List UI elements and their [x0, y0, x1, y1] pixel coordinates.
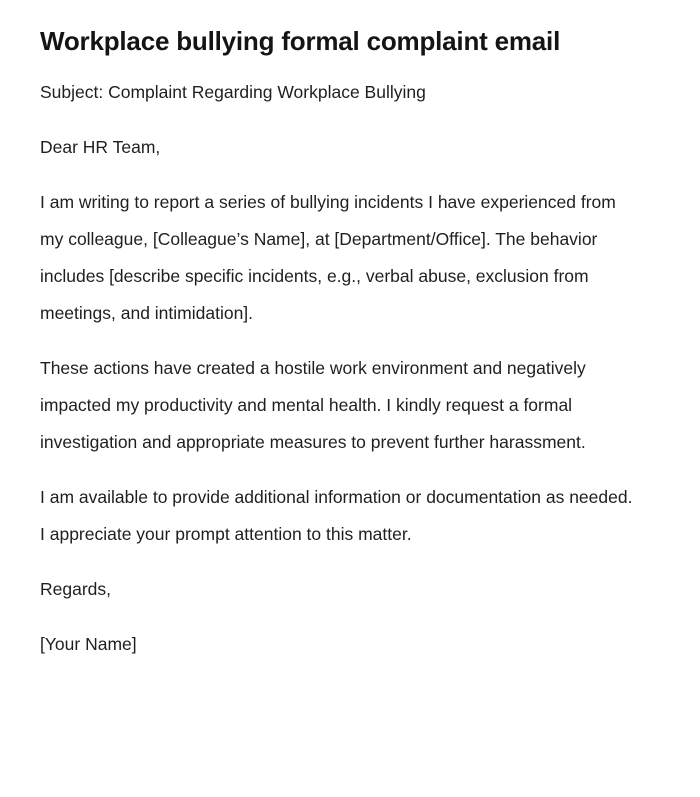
email-signoff: Regards,	[40, 579, 112, 600]
email-paragraph-1: I am writing to report a series of bullying incidents I have experienced from my colleague, [Colleague’s Name], at [Department/Office]. The behavior includes [describe specific incidents, e.g., verbal abuse, exclusion from meetings, and intimidation].	[40, 192, 616, 324]
email-paragraph-2: These actions have created a hostile work environment and negatively impacted my productivity and mental health. I kindly request a formal investigation and appropriate measures to prevent further harassment.	[40, 358, 586, 453]
email-paragraph-3: I am available to provide additional information or documentation as needed. I appreciate your prompt attention to this matter.	[40, 487, 633, 545]
email-salutation: Dear HR Team,	[40, 137, 161, 158]
page-title: Workplace bullying formal complaint email	[40, 26, 561, 56]
email-signature-name: [Your Name]	[40, 634, 137, 655]
email-subject-line: Subject: Complaint Regarding Workplace Bullying	[40, 82, 426, 103]
